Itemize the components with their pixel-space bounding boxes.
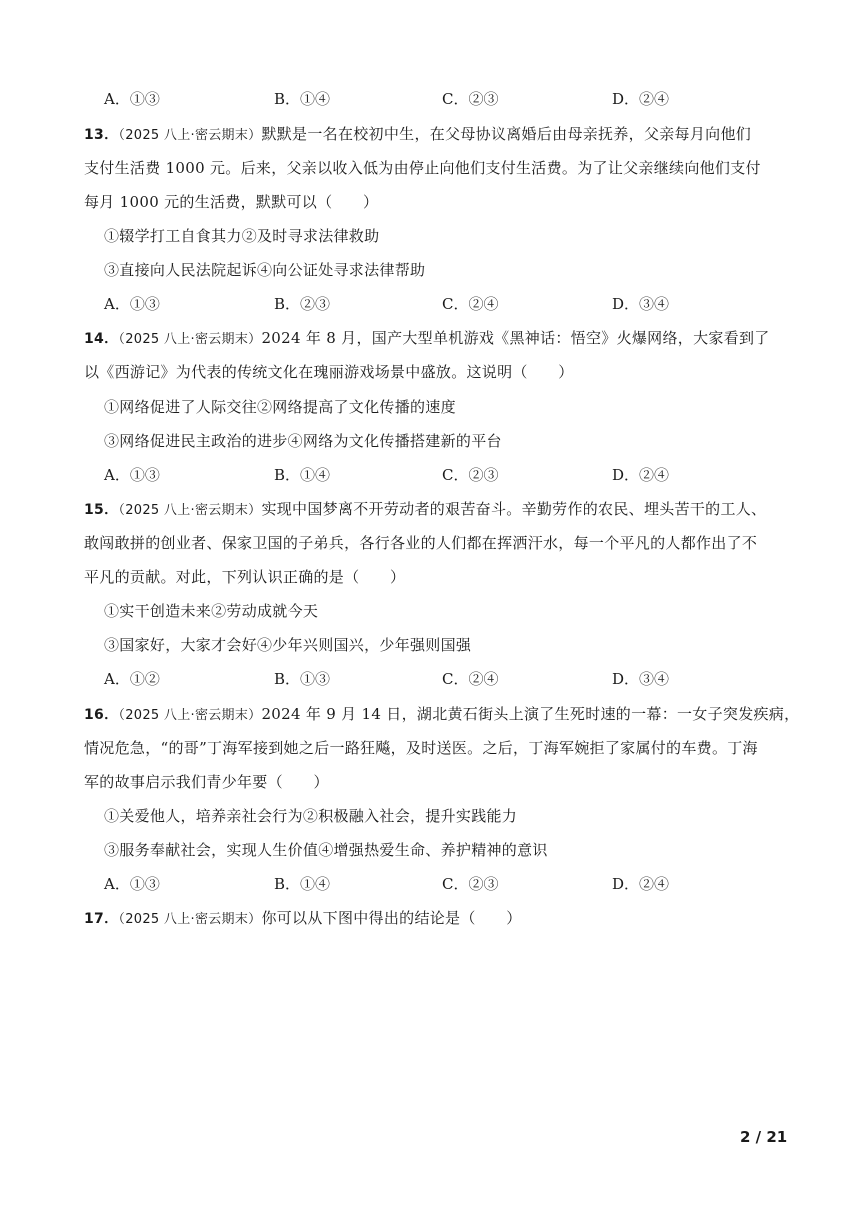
q17-stem-line-1 bbox=[84, 908, 804, 930]
q14-statement-2: ③网络促进民主政治的进步④网络为文化传播搭建新的平台 bbox=[104, 432, 502, 450]
q14-option-c[interactable]: C．②③ bbox=[442, 466, 499, 484]
q16-option-d[interactable]: D．②④ bbox=[612, 875, 670, 893]
q17-source: （2025 八上·密云期末） bbox=[118, 912, 262, 927]
q13-option-c[interactable]: C．②④ bbox=[442, 295, 499, 313]
q13-stem-line-3: 每月 1000 元的生活费，默默可以（ ） bbox=[84, 193, 379, 211]
q13-statement-2: ③直接向人民法院起诉④向公证处寻求法律帮助 bbox=[104, 261, 426, 279]
q15-option-c[interactable]: C．②④ bbox=[442, 670, 499, 688]
q13-stem-line-2: 支付生活费 1000 元。后来，父亲以收入低为由停止向他们支付生活费。为了让父亲继续向他们支付 bbox=[84, 159, 761, 177]
q15-statement-2: ③国家好，大家才会好④少年兴则国兴，少年强则国强 bbox=[104, 636, 472, 654]
q14-statement-1: ①网络促进了人际交往②网络提高了文化传播的速度 bbox=[104, 398, 456, 416]
q15-options bbox=[104, 669, 804, 689]
q15-stem-line-3: 平凡的贡献。对此，下列认识正确的是（ ） bbox=[84, 568, 406, 586]
q15-number: 15． bbox=[84, 502, 119, 518]
page-number: 2 / 21 bbox=[740, 1128, 788, 1146]
q16-option-c[interactable]: C．②③ bbox=[442, 875, 499, 893]
q15-text-1: 实现中国梦离不开劳动者的艰苦奋斗。辛勤劳作的农民、埋头苦干的工人、 bbox=[261, 500, 767, 518]
q15-option-b[interactable]: B．①③ bbox=[274, 670, 331, 688]
q14-number: 14． bbox=[84, 331, 119, 347]
q14-option-a[interactable]: A．①③ bbox=[104, 466, 160, 484]
q16-source: （2025 八上·密云期末） bbox=[118, 708, 262, 723]
q15-source: （2025 八上·密云期末） bbox=[118, 503, 262, 518]
q17-text-1: 你可以从下图中得出的结论是（ ） bbox=[261, 909, 522, 927]
q13-number: 13． bbox=[84, 127, 119, 143]
q13-option-d[interactable]: D．③④ bbox=[612, 295, 670, 313]
q14-option-d[interactable]: D．②④ bbox=[612, 466, 670, 484]
q12-option-d[interactable]: D．②④ bbox=[612, 90, 670, 108]
q17-number: 17． bbox=[84, 911, 119, 927]
q12-option-a[interactable]: A．①③ bbox=[104, 90, 160, 108]
q16-option-b[interactable]: B．①④ bbox=[274, 875, 331, 893]
q14-option-b[interactable]: B．①④ bbox=[274, 466, 331, 484]
q16-stem-line-1 bbox=[84, 704, 804, 726]
q16-number: 16． bbox=[84, 707, 119, 723]
q13-options bbox=[104, 294, 804, 314]
q16-stem-line-2: 情况危急，“的哥”丁海军接到她之后一路狂飚，及时送医。之后，丁海军婉拒了家属付的车费。丁海 bbox=[84, 739, 758, 757]
q15-option-d[interactable]: D．③④ bbox=[612, 670, 670, 688]
q13-option-a[interactable]: A．①③ bbox=[104, 295, 160, 313]
q14-text-1: 2024 年 8 月，国产大型单机游戏《黑神话：悟空》火爆网络，大家看到了 bbox=[261, 329, 770, 347]
q16-stem-line-3: 军的故事启示我们青少年要（ ） bbox=[84, 773, 329, 791]
q16-option-a[interactable]: A．①③ bbox=[104, 875, 160, 893]
q14-source: （2025 八上·密云期末） bbox=[118, 332, 262, 347]
q13-source: （2025 八上·密云期末） bbox=[118, 128, 262, 143]
q15-statement-1: ①实干创造未来②劳动成就今天 bbox=[104, 602, 319, 620]
q12-option-c[interactable]: C．②③ bbox=[442, 90, 499, 108]
q13-option-b[interactable]: B．②③ bbox=[274, 295, 331, 313]
q15-option-a[interactable]: A．①② bbox=[104, 670, 160, 688]
q13-text-1: 默默是一名在校初中生，在父母协议离婚后由母亲抚养，父亲每月向他们 bbox=[261, 125, 752, 143]
q16-statement-2: ③服务奉献社会，实现人生价值④增强热爱生命、养护精神的意识 bbox=[104, 841, 548, 859]
q13-stem-line-1 bbox=[84, 124, 804, 146]
q12-options bbox=[104, 89, 804, 109]
q15-stem-line-2: 敢闯敢拼的创业者、保家卫国的子弟兵，各行各业的人们都在挥洒汗水，每一个平凡的人都作出了不 bbox=[84, 534, 758, 552]
q16-options bbox=[104, 874, 804, 894]
q16-statement-1: ①关爱他人，培养亲社会行为②积极融入社会，提升实践能力 bbox=[104, 807, 518, 825]
q16-text-1: 2024 年 9 月 14 日，湖北黄石街头上演了生死时速的一幕：一女子突发疾病， bbox=[261, 705, 800, 723]
q12-option-b[interactable]: B．①④ bbox=[274, 90, 331, 108]
q14-stem-line-1 bbox=[84, 328, 804, 350]
q14-stem-line-2: 以《西游记》为代表的传统文化在瑰丽游戏场景中盛放。这说明（ ） bbox=[84, 363, 574, 381]
q13-statement-1: ①辍学打工自食其力②及时寻求法律救助 bbox=[104, 227, 380, 245]
q14-options bbox=[104, 465, 804, 485]
q15-stem-line-1 bbox=[84, 499, 804, 521]
